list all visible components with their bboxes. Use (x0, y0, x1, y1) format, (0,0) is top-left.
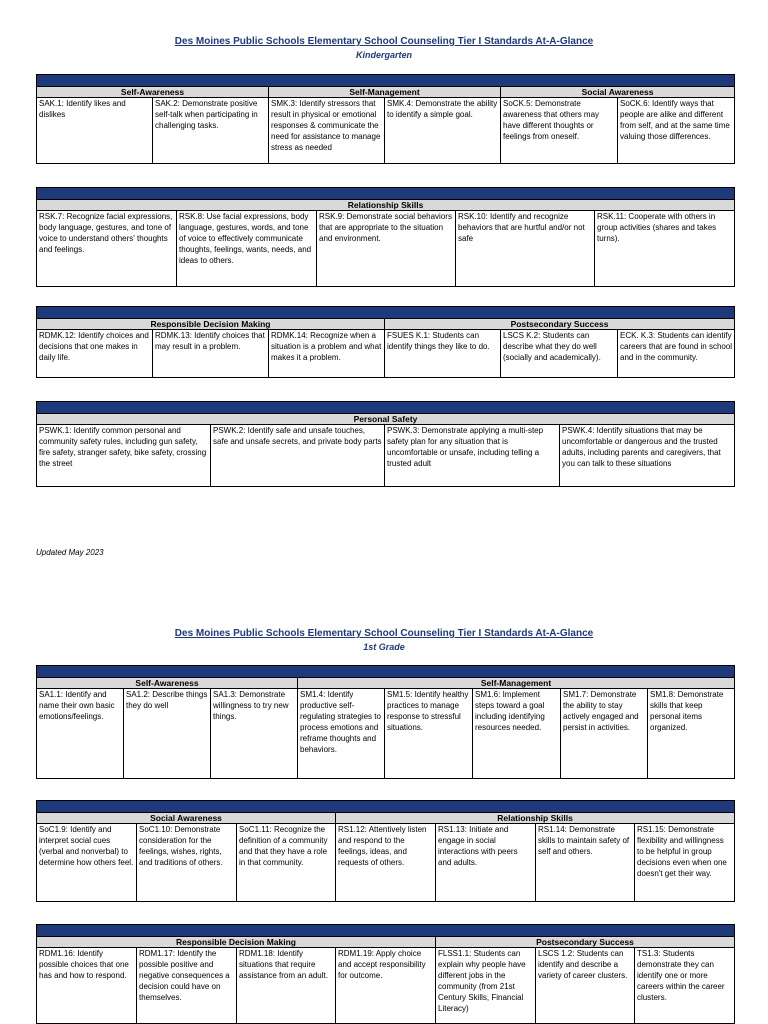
standard-cell: SM1.5: Identify healthy practices to manage response to stressful situations. (385, 689, 473, 779)
grade-subtitle: 1st Grade (363, 642, 405, 652)
standard-cell: PSWK.1: Identify common personal and community safety rules, including gun safety, fire safety, stranger safety, bike safety, crossing the street (37, 425, 211, 487)
standard-cell: ECK. K.3: Students can identify careers that are found in school and in the community. (618, 330, 735, 378)
standard-cell: RSK.7: Recognize facial expressions, body language, gestures, and tone of voice to understand others' thoughts and feelings. (37, 211, 177, 287)
standard-cell: PSWK.4: Identify situations that may be uncomfortable or dangerous and the trusted adults, including parents and caregivers, that you can talk to these situations (560, 425, 735, 487)
standard-cell: RS1.12: Attentively listen and respond to the feelings, ideas, and requests of others. (336, 824, 436, 902)
table-header-bar (37, 75, 735, 87)
document-title: Des Moines Public Schools Elementary School Counseling Tier I Standards At-A-Glance (174, 36, 594, 47)
table-header-bar (37, 402, 735, 414)
standard-cell: RS1.15: Demonstrate flexibility and willingness to be helpful in group decisions even when one doesn't get their way. (635, 824, 735, 902)
standard-cell: SA1.1: Identify and name their own basic emotions/feelings. (37, 689, 124, 779)
standard-cell: SA1.2: Describe things they do well (124, 689, 211, 779)
standard-cell: SoC1.9: Identify and interpret social cues (verbal and nonverbal) to determine how others feel. (37, 824, 137, 902)
standard-cell: RDM1.16: Identify possible choices that one has and how to respond. (37, 948, 137, 1024)
standards-table-1-1 (36, 665, 735, 779)
standards-table-k-1 (36, 74, 735, 164)
standard-cell: RDM1.17: Identify the possible positive and negative consequences a decision could have on themselves. (137, 948, 237, 1024)
category-header: Responsible Decision Making (37, 937, 436, 948)
category-header: Relationship Skills (336, 813, 735, 824)
updated-date: Updated May 2023 (36, 548, 104, 557)
category-header-row (37, 813, 735, 824)
category-header: Postsecondary Success (436, 937, 735, 948)
category-header-row (37, 200, 735, 211)
table-row (37, 330, 735, 378)
table-row (37, 824, 735, 902)
standard-cell: SoCK.6: Identify ways that people are alike and different from self, and at the same time valuing those differences. (618, 98, 735, 164)
standards-table-k-4 (36, 401, 735, 487)
standard-cell: RDMK.14: Recognize when a situation is a problem and what makes it a problem. (269, 330, 385, 378)
category-header: Personal Safety (37, 414, 735, 425)
category-header: Self-Awareness (37, 87, 269, 98)
document-title: Des Moines Public Schools Elementary School Counseling Tier I Standards At-A-Glance (174, 628, 594, 639)
table-row (37, 689, 735, 779)
standard-cell: RDMK.13: Identify choices that may result in a problem. (153, 330, 269, 378)
category-header-row (37, 937, 735, 948)
table-header-bar (37, 666, 735, 678)
category-header: Self-Management (298, 678, 735, 689)
category-header: Social Awareness (501, 87, 735, 98)
category-header: Self-Awareness (37, 678, 298, 689)
standard-cell: SMK.4: Demonstrate the ability to identify a simple goal. (385, 98, 501, 164)
standard-cell: LSCS K.2: Students can describe what they do well (socially and academically). (501, 330, 618, 378)
standard-cell: RS1.14: Demonstrate skills to maintain safety of self and others. (536, 824, 635, 902)
standard-cell: RDM1.18: Identify situations that require assistance from an adult. (237, 948, 336, 1024)
standard-cell: SM1.6: Implement steps toward a goal including identifying resources needed. (473, 689, 561, 779)
standard-cell: RSK.10: Identify and recognize behaviors that are hurtful and/or not safe (456, 211, 595, 287)
standard-cell: RS1.13: Initiate and engage in social interactions with peers and adults. (436, 824, 536, 902)
standard-cell: SM1.8: Demonstrate skills that keep personal items organized. (648, 689, 735, 779)
table-header-bar (37, 307, 735, 319)
standards-table-k-3 (36, 306, 735, 378)
category-header-row (37, 87, 735, 98)
standard-cell: LSCS 1.2: Students can identify and describe a variety of career clusters. (536, 948, 635, 1024)
table-row (37, 98, 735, 164)
category-header: Responsible Decision Making (37, 319, 385, 330)
standard-cell: PSWK.3: Demonstrate applying a multi-step safety plan for any situation that is uncomfortable or unsafe, including telling a trusted adult (385, 425, 560, 487)
table-row (37, 425, 735, 487)
standard-cell: FLSS1.1: Students can explain why people have different jobs in the community (from 21st Century Skills, Financial Literacy) (436, 948, 536, 1024)
standard-cell: SoCK.5: Demonstrate awareness that others may have different thoughts or feelings from oneself. (501, 98, 618, 164)
standard-cell: RSK.11: Cooperate with others in group activities (shares and takes turns). (595, 211, 735, 287)
standard-cell: SAK.1: Identify likes and dislikes (37, 98, 153, 164)
category-header: Relationship Skills (37, 200, 735, 211)
standard-cell: RDMK.12: Identify choices and decisions that one makes in daily life. (37, 330, 153, 378)
category-header: Self-Management (269, 87, 501, 98)
standard-cell: SMK.3: Identify stressors that result in physical or emotional responses & communicate the need for assistance to manage stress as needed (269, 98, 385, 164)
standard-cell: FSUES K.1: Students can identify things they like to do. (385, 330, 501, 378)
category-header: Postsecondary Success (385, 319, 735, 330)
standard-cell: SAK.2: Demonstrate positive self-talk when participating in challenging tasks. (153, 98, 269, 164)
table-header-bar (37, 801, 735, 813)
standard-cell: SoC1.10: Demonstrate consideration for the feelings, wishes, rights, and traditions of others. (137, 824, 237, 902)
standard-cell: RSK.9: Demonstrate social behaviors that are appropriate to the situation and environment. (317, 211, 456, 287)
table-header-bar (37, 188, 735, 200)
category-header-row (37, 414, 735, 425)
table-header-bar (37, 925, 735, 937)
standard-cell: SM1.7: Demonstrate the ability to stay actively engaged and persist in activities. (561, 689, 648, 779)
grade-subtitle: Kindergarten (355, 50, 412, 60)
standard-cell: TS1.3: Students demonstrate they can identify one or more careers within the career clusters. (635, 948, 735, 1024)
standard-cell: SM1.4: Identify productive self-regulating strategies to process emotions and reframe thoughts and behaviors. (298, 689, 385, 779)
table-row (37, 211, 735, 287)
category-header-row (37, 319, 735, 330)
standard-cell: SoC1.11: Recognize the definition of a community and that they have a role in that community. (237, 824, 336, 902)
category-header: Social Awareness (37, 813, 336, 824)
standard-cell: RDM1.19: Apply choice and accept responsibility for outcome. (336, 948, 436, 1024)
table-row (37, 948, 735, 1024)
standard-cell: SA1.3: Demonstrate willingness to try new things. (211, 689, 298, 779)
standards-table-1-3 (36, 924, 735, 1024)
standard-cell: PSWK.2: Identify safe and unsafe touches, safe and unsafe secrets, and private body parts (211, 425, 385, 487)
standards-table-k-2 (36, 187, 735, 287)
standard-cell: RSK.8: Use facial expressions, body language, gestures, words, and tone of voice to effectively communicate thoughts, feelings, wants, needs, and ideas to others. (177, 211, 317, 287)
standards-table-1-2 (36, 800, 735, 902)
category-header-row (37, 678, 735, 689)
